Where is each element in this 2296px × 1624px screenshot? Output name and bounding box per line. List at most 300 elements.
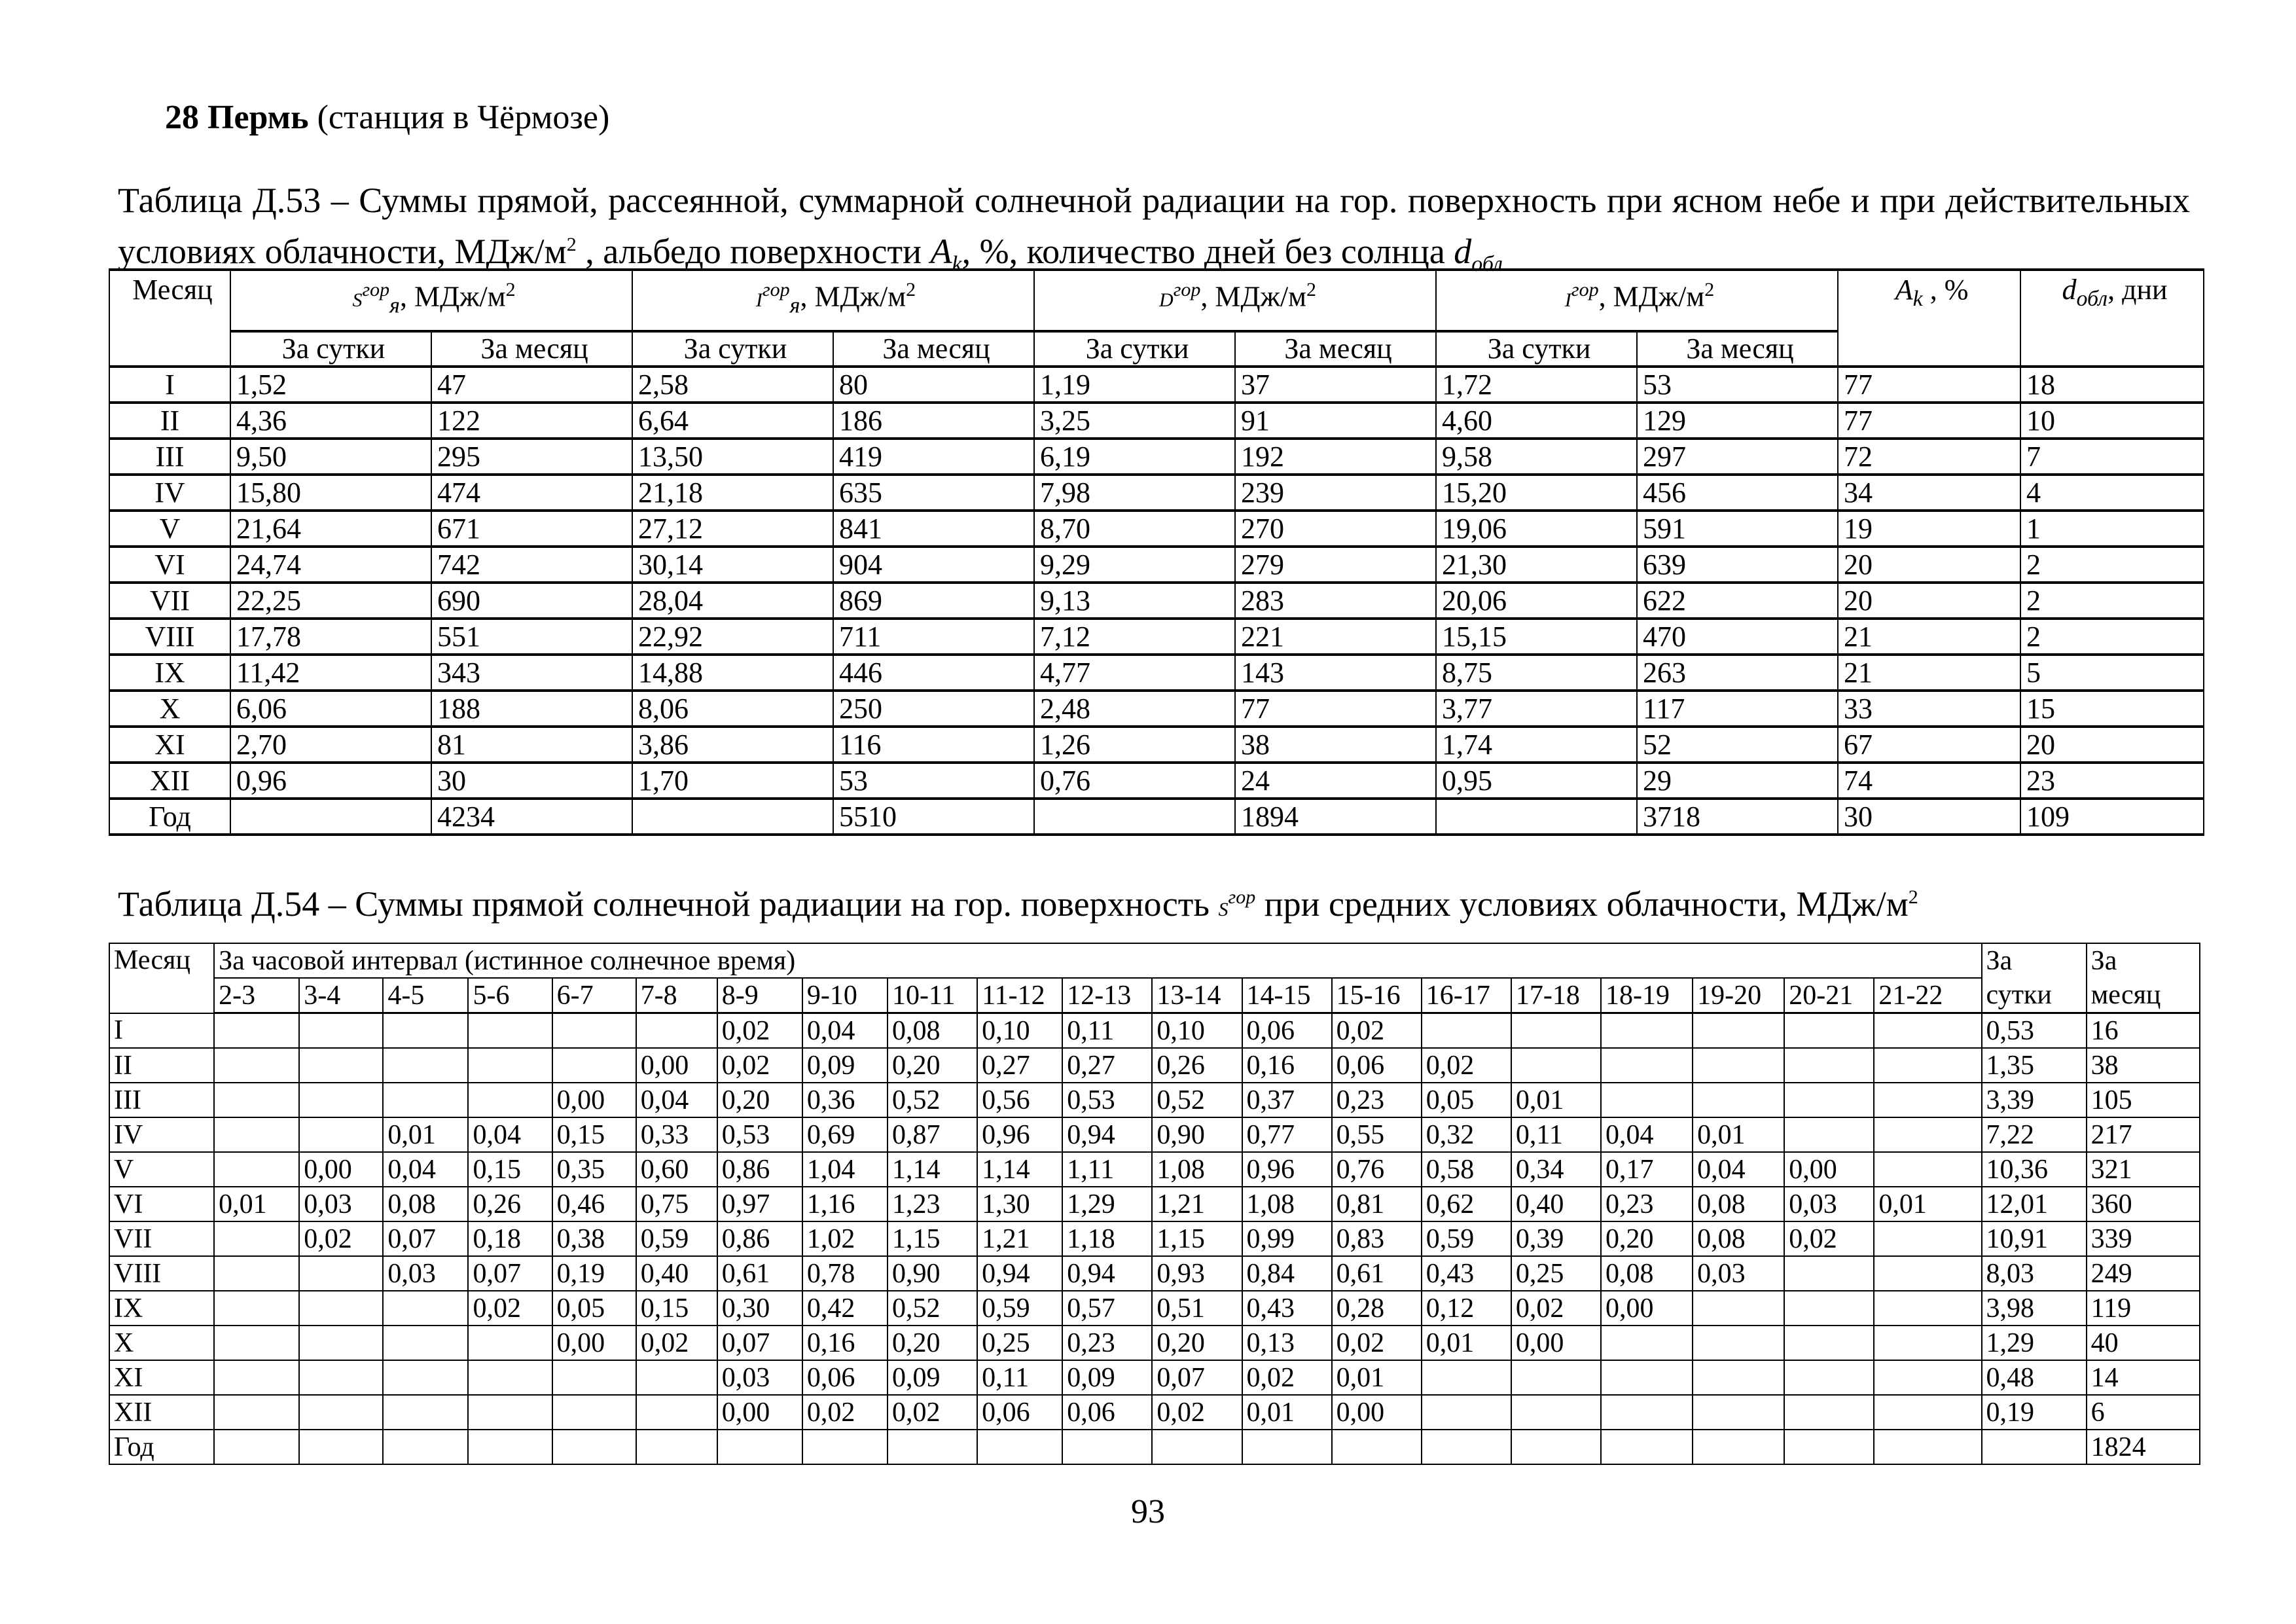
hour-value-cell: 0,61 [717, 1256, 802, 1291]
value-cell: 20 [1838, 583, 2020, 619]
caption2-symbol: S [1218, 899, 1229, 920]
hour-interval-header: 4-5 [383, 978, 468, 1013]
hour-value-cell [1784, 1291, 1874, 1326]
hour-value-cell: 0,97 [717, 1187, 802, 1221]
hour-value-cell: 0,01 [214, 1187, 299, 1221]
hour-value-cell: 0,01 [1693, 1117, 1784, 1152]
month-cell: IV [109, 1117, 214, 1152]
value-cell: 2 [2020, 547, 2204, 583]
hour-value-cell: 0,07 [717, 1326, 802, 1360]
hour-value-cell [214, 1048, 299, 1083]
hour-value-cell [383, 1360, 468, 1395]
hour-value-cell: 0,08 [1601, 1256, 1693, 1291]
month-cell: VII [109, 583, 230, 619]
hour-value-cell [468, 1430, 552, 1464]
hour-value-cell: 0,59 [977, 1291, 1062, 1326]
hour-value-cell: 0,04 [1693, 1152, 1784, 1187]
hour-interval-header: 9-10 [802, 978, 888, 1013]
table-row [109, 367, 2204, 403]
value-cell: 551 [431, 619, 632, 655]
header-row [109, 270, 2204, 331]
hour-value-cell: 0,43 [1422, 1256, 1511, 1291]
hour-value-cell: 0,02 [1242, 1360, 1332, 1395]
hour-value-cell [468, 1083, 552, 1117]
hour-value-cell [1693, 1360, 1784, 1395]
hour-value-cell [1693, 1083, 1784, 1117]
hour-value-cell: 0,59 [1422, 1221, 1511, 1256]
value-cell: 3,86 [632, 727, 833, 763]
hour-value-cell [468, 1326, 552, 1360]
value-cell: 263 [1637, 655, 1838, 691]
per-month-value: 249 [2087, 1256, 2200, 1291]
page-number: 93 [1131, 1493, 1165, 1530]
hour-value-cell: 0,01 [1422, 1326, 1511, 1360]
hour-value-cell [1062, 1430, 1152, 1464]
value-cell: 22,92 [632, 619, 833, 655]
month-cell: Год [109, 799, 230, 835]
hour-value-cell: 0,00 [636, 1048, 717, 1083]
hour-value-cell: 0,08 [1693, 1221, 1784, 1256]
symbol-sup: гор [1173, 279, 1201, 300]
hour-value-cell: 0,05 [552, 1291, 636, 1326]
month-cell: XI [109, 727, 230, 763]
hour-value-cell [636, 1360, 717, 1395]
value-cell: 9,13 [1034, 583, 1235, 619]
hour-value-cell: 0,01 [383, 1117, 468, 1152]
hour-value-cell [299, 1083, 383, 1117]
hour-value-cell [383, 1326, 468, 1360]
caption-sup: 2 [566, 234, 577, 255]
header-row [109, 943, 2200, 978]
hour-value-cell: 0,04 [468, 1117, 552, 1152]
hour-interval-header: 14-15 [1242, 978, 1332, 1013]
value-cell: 53 [833, 763, 1034, 799]
hour-value-cell [468, 1395, 552, 1430]
column-group-header [1034, 270, 1436, 331]
month-cell: XI [109, 1360, 214, 1395]
symbol-sub: я [789, 293, 800, 318]
hour-value-cell: 0,00 [1601, 1291, 1693, 1326]
hour-value-cell [1693, 1291, 1784, 1326]
hour-value-cell: 0,02 [1332, 1326, 1422, 1360]
hour-value-cell [1422, 1360, 1511, 1395]
hour-value-cell: 1,16 [802, 1187, 888, 1221]
hour-interval-header: 21-22 [1874, 978, 1981, 1013]
hour-interval-header: 16-17 [1422, 978, 1511, 1013]
value-cell: 841 [833, 511, 1034, 547]
column-group-header [1436, 270, 1838, 331]
hour-value-cell: 1,21 [1152, 1187, 1242, 1221]
albedo-header [1838, 270, 2020, 367]
hour-value-cell: 0,35 [552, 1152, 636, 1187]
value-cell: 2,48 [1034, 691, 1235, 727]
albedo-symbol: A [930, 232, 952, 271]
hour-value-cell: 0,83 [1332, 1221, 1422, 1256]
value-cell: 74 [1838, 763, 2020, 799]
value-cell: 9,29 [1034, 547, 1235, 583]
table-row [109, 1256, 2200, 1291]
hour-value-cell [1874, 1221, 1981, 1256]
hour-value-cell [1784, 1326, 1874, 1360]
value-cell: 3,25 [1034, 403, 1235, 439]
value-cell: 19 [1838, 511, 2020, 547]
value-cell: 81 [431, 727, 632, 763]
hour-value-cell: 0,69 [802, 1117, 888, 1152]
hour-value-cell [636, 1395, 717, 1430]
hour-value-cell [1601, 1013, 1693, 1049]
hour-value-cell [1784, 1256, 1874, 1291]
value-cell: 109 [2020, 799, 2204, 835]
hour-interval-header: 13-14 [1152, 978, 1242, 1013]
hour-value-cell [383, 1430, 468, 1464]
symbol-sup: гор [1571, 279, 1599, 300]
table-row [109, 799, 2204, 835]
hour-value-cell: 0,20 [888, 1048, 977, 1083]
hour-value-cell: 0,01 [1332, 1360, 1422, 1395]
hour-value-cell [468, 1048, 552, 1083]
month-cell: VII [109, 1221, 214, 1256]
symbol-sup: гор [762, 279, 790, 300]
month-cell: III [109, 439, 230, 475]
table-row [109, 547, 2204, 583]
value-cell: 6,06 [230, 691, 431, 727]
hour-value-cell [214, 1291, 299, 1326]
hour-value-cell: 0,01 [1511, 1083, 1601, 1117]
value-cell: 23 [2020, 763, 2204, 799]
hour-value-cell: 0,02 [1152, 1395, 1242, 1430]
value-cell: 34 [1838, 475, 2020, 511]
hour-value-cell: 0,93 [1152, 1256, 1242, 1291]
hour-value-cell [1511, 1048, 1601, 1083]
hour-value-cell: 0,03 [383, 1256, 468, 1291]
value-cell: 129 [1637, 403, 1838, 439]
hour-value-cell: 0,60 [636, 1152, 717, 1187]
value-cell: 77 [1838, 367, 2020, 403]
value-cell: 24,74 [230, 547, 431, 583]
value-cell: 143 [1235, 655, 1436, 691]
unit-sup: 2 [505, 279, 516, 300]
hour-value-cell: 0,07 [383, 1221, 468, 1256]
hour-value-cell [214, 1152, 299, 1187]
value-cell: 37 [1235, 367, 1436, 403]
hour-value-cell: 0,20 [1152, 1326, 1242, 1360]
value-cell: 1,74 [1436, 727, 1637, 763]
value-cell: 9,58 [1436, 439, 1637, 475]
hour-value-cell: 0,46 [552, 1187, 636, 1221]
hour-value-cell: 0,96 [977, 1117, 1062, 1152]
hour-value-cell: 0,08 [383, 1187, 468, 1221]
value-cell: 5 [2020, 655, 2204, 691]
value-cell: 7 [2020, 439, 2204, 475]
value-cell: 1,70 [632, 763, 833, 799]
hour-value-cell [299, 1117, 383, 1152]
value-cell: 21 [1838, 619, 2020, 655]
hour-value-cell [214, 1326, 299, 1360]
table-row [109, 727, 2204, 763]
value-cell: 4,77 [1034, 655, 1235, 691]
unit: , МДж/м [800, 280, 906, 313]
hour-value-cell: 0,43 [1242, 1291, 1332, 1326]
hour-value-cell: 0,25 [977, 1326, 1062, 1360]
hour-value-cell: 0,52 [888, 1083, 977, 1117]
hour-value-cell [1874, 1291, 1981, 1326]
station-name: (станция в Чёрмозе) [317, 99, 610, 136]
value-cell: 446 [833, 655, 1034, 691]
caption2-sup: 2 [1908, 886, 1918, 908]
value-cell: 15,20 [1436, 475, 1637, 511]
month-cell: IX [109, 1291, 214, 1326]
value-cell: 11,42 [230, 655, 431, 691]
value-cell: 67 [1838, 727, 2020, 763]
value-cell: 21,18 [632, 475, 833, 511]
value-cell: 17,78 [230, 619, 431, 655]
hour-value-cell [1874, 1395, 1981, 1430]
per-day-header: За сутки [632, 331, 833, 367]
value-cell: 671 [431, 511, 632, 547]
value-cell: 22,25 [230, 583, 431, 619]
hour-interval-header: 17-18 [1511, 978, 1601, 1013]
value-cell: 33 [1838, 691, 2020, 727]
hour-value-cell: 0,04 [802, 1013, 888, 1049]
hour-value-cell: 0,02 [1332, 1013, 1422, 1049]
hour-interval-header: 2-3 [214, 978, 299, 1013]
value-cell: 239 [1235, 475, 1436, 511]
hour-value-cell: 0,57 [1062, 1291, 1152, 1326]
hour-value-cell [1601, 1326, 1693, 1360]
value-cell: 279 [1235, 547, 1436, 583]
value-cell: 3,77 [1436, 691, 1637, 727]
hour-value-cell: 0,94 [977, 1256, 1062, 1291]
table-row [109, 1048, 2200, 1083]
value-cell: 1,72 [1436, 367, 1637, 403]
value-cell: 117 [1637, 691, 1838, 727]
hour-value-cell: 0,10 [1152, 1013, 1242, 1049]
hour-value-cell: 0,81 [1332, 1187, 1422, 1221]
hour-value-cell [299, 1048, 383, 1083]
hour-value-cell: 1,08 [1242, 1187, 1332, 1221]
hour-value-cell: 0,10 [977, 1013, 1062, 1049]
table-row [109, 1291, 2200, 1326]
hour-value-cell: 0,56 [977, 1083, 1062, 1117]
value-cell: 2 [2020, 619, 2204, 655]
hour-value-cell [214, 1395, 299, 1430]
month-cell: VI [109, 1187, 214, 1221]
station-heading [165, 98, 609, 137]
station-number-city: 28 Пермь [165, 99, 309, 136]
unit-sup: 2 [906, 279, 916, 300]
hour-interval-header: 15-16 [1332, 978, 1422, 1013]
table-row [109, 475, 2204, 511]
symbol: I [1564, 289, 1571, 311]
value-cell: 283 [1235, 583, 1436, 619]
per-month-header-bottom: месяц [2087, 978, 2200, 1013]
value-cell: 20 [2020, 727, 2204, 763]
per-month-value: 339 [2087, 1221, 2200, 1256]
hour-value-cell [299, 1360, 383, 1395]
hour-value-cell: 0,94 [1062, 1256, 1152, 1291]
caption-mid: , альбедо поверхности [576, 232, 931, 271]
albedo-sub: k [952, 251, 962, 276]
hour-value-cell: 1,14 [888, 1152, 977, 1187]
hour-value-cell: 0,28 [1332, 1291, 1422, 1326]
value-cell: 622 [1637, 583, 1838, 619]
hour-value-cell [383, 1048, 468, 1083]
per-month-header: За месяц [833, 331, 1034, 367]
hour-value-cell: 0,02 [1511, 1291, 1601, 1326]
value-cell: 186 [833, 403, 1034, 439]
value-cell: 15 [2020, 691, 2204, 727]
value-cell: 27,12 [632, 511, 833, 547]
hour-value-cell [214, 1117, 299, 1152]
value-cell: 0,76 [1034, 763, 1235, 799]
hour-value-cell [1784, 1013, 1874, 1049]
value-cell: 72 [1838, 439, 2020, 475]
hour-value-cell: 0,99 [1242, 1221, 1332, 1256]
hour-value-cell [1422, 1395, 1511, 1430]
hour-value-cell: 1,23 [888, 1187, 977, 1221]
symbol: I [755, 289, 762, 311]
table-row [109, 1013, 2200, 1049]
per-day-header: За сутки [230, 331, 431, 367]
table-row [109, 1083, 2200, 1117]
hour-value-cell: 0,84 [1242, 1256, 1332, 1291]
value-cell: 711 [833, 619, 1034, 655]
hour-interval-header: 12-13 [1062, 978, 1152, 1013]
value-cell: 4,36 [230, 403, 431, 439]
hour-value-cell: 0,03 [1784, 1187, 1874, 1221]
hour-value-cell [1242, 1430, 1332, 1464]
table-row [109, 583, 2204, 619]
table-row [109, 763, 2204, 799]
value-cell: 21,30 [1436, 547, 1637, 583]
hour-value-cell [552, 1048, 636, 1083]
value-cell: 9,50 [230, 439, 431, 475]
caption2-symbol-sup: гор [1228, 886, 1256, 908]
hour-value-cell: 0,11 [1511, 1117, 1601, 1152]
hour-value-cell: 1,18 [1062, 1221, 1152, 1256]
value-cell: 2 [2020, 583, 2204, 619]
value-cell: 15,15 [1436, 619, 1637, 655]
hour-value-cell: 0,59 [636, 1221, 717, 1256]
hour-value-cell: 0,15 [552, 1117, 636, 1152]
value-cell: 116 [833, 727, 1034, 763]
hour-value-cell: 0,00 [299, 1152, 383, 1187]
value-cell [1436, 799, 1637, 835]
hour-value-cell: 0,00 [552, 1326, 636, 1360]
hour-value-cell [214, 1430, 299, 1464]
hour-value-cell: 0,55 [1332, 1117, 1422, 1152]
hour-value-cell [383, 1083, 468, 1117]
hour-value-cell: 0,40 [636, 1256, 717, 1291]
hour-value-cell: 0,07 [468, 1256, 552, 1291]
value-cell: 1,26 [1034, 727, 1235, 763]
value-cell: 456 [1637, 475, 1838, 511]
hour-value-cell [1693, 1395, 1784, 1430]
value-cell: 15,80 [230, 475, 431, 511]
hour-value-cell [1874, 1083, 1981, 1117]
value-cell: 122 [431, 403, 632, 439]
hour-value-cell: 0,51 [1152, 1291, 1242, 1326]
table-row [109, 511, 2204, 547]
value-cell: 52 [1637, 727, 1838, 763]
value-cell: 1 [2020, 511, 2204, 547]
value-cell: 91 [1235, 403, 1436, 439]
hour-value-cell: 0,75 [636, 1187, 717, 1221]
hour-value-cell: 0,02 [468, 1291, 552, 1326]
hour-value-cell: 0,39 [1511, 1221, 1601, 1256]
hour-value-cell: 0,61 [1332, 1256, 1422, 1291]
hour-value-cell [1511, 1430, 1601, 1464]
per-day-value: 3,98 [1982, 1291, 2087, 1326]
hour-value-cell [383, 1291, 468, 1326]
hour-value-cell: 0,04 [636, 1083, 717, 1117]
value-cell: 6,64 [632, 403, 833, 439]
table-row [109, 1395, 2200, 1430]
hour-value-cell: 0,53 [717, 1117, 802, 1152]
hour-value-cell: 0,00 [1332, 1395, 1422, 1430]
hour-value-cell: 1,04 [802, 1152, 888, 1187]
hour-value-cell: 0,90 [888, 1256, 977, 1291]
hour-value-cell: 0,23 [1601, 1187, 1693, 1221]
month-cell: XII [109, 763, 230, 799]
hour-value-cell [468, 1360, 552, 1395]
symbol: S [352, 289, 363, 311]
hour-interval-header: 8-9 [717, 978, 802, 1013]
value-cell: 343 [431, 655, 632, 691]
hour-value-cell: 1,30 [977, 1187, 1062, 1221]
value-cell [230, 799, 431, 835]
month-cell: X [109, 691, 230, 727]
hour-value-cell [1693, 1013, 1784, 1049]
hour-value-cell [636, 1430, 717, 1464]
hour-value-cell: 1,11 [1062, 1152, 1152, 1187]
hour-value-cell: 0,04 [383, 1152, 468, 1187]
month-header: Месяц [109, 943, 214, 1013]
table-row [109, 1326, 2200, 1360]
hour-value-cell: 0,40 [1511, 1187, 1601, 1221]
value-cell: 21,64 [230, 511, 431, 547]
hour-value-cell [1874, 1013, 1981, 1049]
unit: , МДж/м [1200, 280, 1307, 313]
hour-value-cell: 0,09 [1062, 1360, 1152, 1395]
value-cell: 4,60 [1436, 403, 1637, 439]
value-cell: 1,52 [230, 367, 431, 403]
value-cell: 250 [833, 691, 1034, 727]
value-cell: 18 [2020, 367, 2204, 403]
hour-value-cell: 0,02 [717, 1048, 802, 1083]
table-row [109, 1221, 2200, 1256]
per-month-value: 217 [2087, 1117, 2200, 1152]
hour-value-cell [299, 1430, 383, 1464]
hour-value-cell: 0,23 [1062, 1326, 1152, 1360]
value-cell: 3718 [1637, 799, 1838, 835]
value-cell: 30 [1838, 799, 2020, 835]
hour-value-cell: 1,15 [888, 1221, 977, 1256]
value-cell: 24 [1235, 763, 1436, 799]
month-cell: II [109, 1048, 214, 1083]
value-cell: 1,19 [1034, 367, 1235, 403]
month-cell: XII [109, 1395, 214, 1430]
hour-value-cell: 0,08 [888, 1013, 977, 1049]
per-month-value: 321 [2087, 1152, 2200, 1187]
hour-value-cell [468, 1013, 552, 1049]
hour-value-cell: 0,86 [717, 1221, 802, 1256]
unit-sup: 2 [1704, 279, 1715, 300]
hour-value-cell [1784, 1430, 1874, 1464]
hour-value-cell: 0,05 [1422, 1083, 1511, 1117]
per-month-value: 16 [2087, 1013, 2200, 1049]
hourly-direct-radiation-table [109, 943, 2200, 1465]
